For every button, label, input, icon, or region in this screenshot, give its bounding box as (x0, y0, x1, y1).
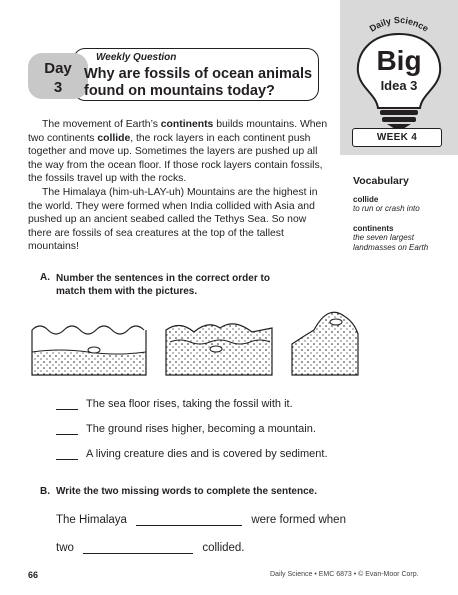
weekly-question-label: Weekly Question (96, 52, 177, 63)
sequence-item (56, 448, 328, 460)
fill-in-text: collided. (202, 542, 245, 554)
answer-blank[interactable] (56, 398, 78, 410)
footer-credit: Daily Science • EMC 6873 • © Evan-Moor Corp. (270, 571, 419, 578)
passage-text: builds mountains. When two continents (28, 119, 328, 144)
sequence-sentence: The ground rises higher, becoming a mountain. (86, 423, 316, 435)
passage-paragraph-2: The Himalaya (him-uh-LAY-uh) Mountains are the highest in the world. They were formed when India collided with Asia and pushed up an ancient seabed called the Tethys Sea. So now there are fossils of sea creatures at the top of the tallest mountains! (28, 186, 318, 253)
picture-rising-floor (166, 324, 272, 375)
fill-in-text: two (56, 542, 74, 554)
reading-passage (28, 118, 328, 254)
sequence-sentence: A living creature dies and is covered by sediment. (86, 448, 328, 460)
sequence-item (56, 398, 293, 410)
vocab-word-collide: collide (353, 195, 379, 204)
week-badge: WEEK 4 (352, 128, 442, 147)
idea-text: Idea 3 (380, 78, 418, 93)
lightbulb-icon (340, 30, 458, 130)
section-a-instruction: Number the sentences in the correct order to match them with the pictures. (56, 273, 270, 297)
answer-line[interactable] (83, 541, 193, 554)
page-number: 66 (28, 570, 39, 580)
section-b-label: B. (40, 486, 50, 497)
vocabulary-panel (353, 175, 453, 263)
passage-text: , the rock layers in each continent push together and move up. Sometimes the layers are pushed up all the way from the ocean floor. If those rock layers contain fossils, the fossils travel up with the rocks. (28, 132, 323, 185)
passage-text: The movement of Earth’s (42, 119, 161, 130)
sequence-item (56, 423, 316, 435)
day-badge (28, 53, 88, 99)
answer-blank[interactable] (56, 448, 78, 460)
vocab-definition-continents: the seven largest landmasses on Earth (353, 232, 429, 252)
fossil-sequence-pictures (30, 300, 360, 380)
weekly-question-text: Why are fossils of ocean animals found on mountains today? (84, 66, 313, 99)
section-b-instruction: Write the two missing words to complete the sentence. (56, 486, 317, 497)
day-number: 3 (53, 79, 63, 96)
sequence-sentence: The sea floor rises, taking the fossil with it. (86, 398, 293, 410)
fill-in-text: The Himalaya (56, 514, 127, 526)
fill-in-line-1 (56, 513, 346, 526)
big-text: Big (376, 45, 422, 76)
daily-science-text: Daily Science (367, 14, 431, 34)
picture-sea-floor (32, 326, 146, 375)
answer-blank[interactable] (56, 423, 78, 435)
section-a-label: A. (40, 272, 50, 283)
fill-in-text: were formed when (251, 514, 346, 526)
passage-paragraph-1 (28, 118, 328, 186)
vocab-definition-collide: to run or crash into (353, 204, 420, 213)
day-word: Day (44, 60, 72, 77)
answer-line[interactable] (136, 513, 242, 526)
vocab-term: continents (160, 119, 214, 130)
picture-mountain (292, 312, 358, 375)
fill-in-line-2 (56, 541, 245, 554)
vocab-term: collide (97, 132, 131, 144)
vocab-word-continents: continents (353, 223, 394, 233)
vocabulary-title: Vocabulary (353, 175, 409, 187)
